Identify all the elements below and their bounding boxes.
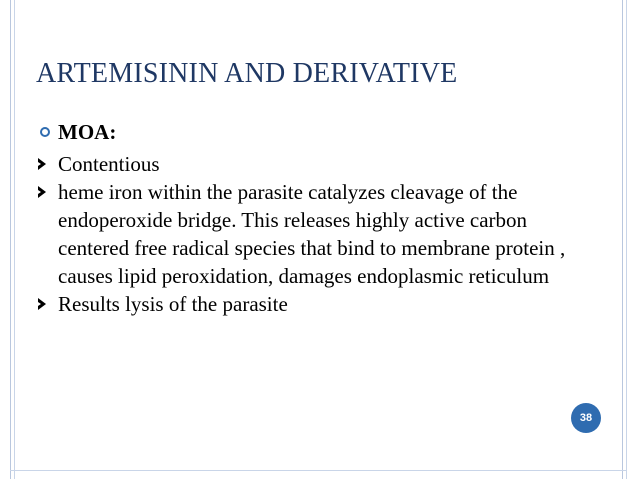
heading-label: MOA: (58, 120, 117, 144)
arrow-bullet-icon (38, 186, 46, 198)
arrow-bullet-icon (38, 158, 46, 170)
slide-title: ARTEMISININ AND DERIVATIVE (36, 58, 458, 89)
frame-line-left-inner (14, 0, 15, 479)
list-item (36, 290, 576, 318)
slide-body (36, 118, 576, 318)
list-item-text: heme iron within the parasite catalyzes cleavage of the endoperoxide bridge. This releases highly active carbon centered free radical species that bind to membrane protein , causes lipid peroxidation, damages endoplasmic reticulum (58, 180, 566, 288)
arrow-bullet-icon (38, 298, 46, 310)
list-item-text: Results lysis of the parasite (58, 292, 288, 316)
frame-line-bottom (10, 470, 627, 471)
heading-item (36, 118, 576, 146)
page-number-badge: 38 (571, 403, 601, 433)
list-item (36, 178, 576, 290)
circle-bullet-icon (40, 127, 50, 137)
list-item (36, 150, 576, 178)
list-item-text: Contentious (58, 152, 160, 176)
frame-line-right-inner (626, 0, 627, 479)
frame-line-left (10, 0, 11, 479)
frame-line-right (622, 0, 623, 479)
